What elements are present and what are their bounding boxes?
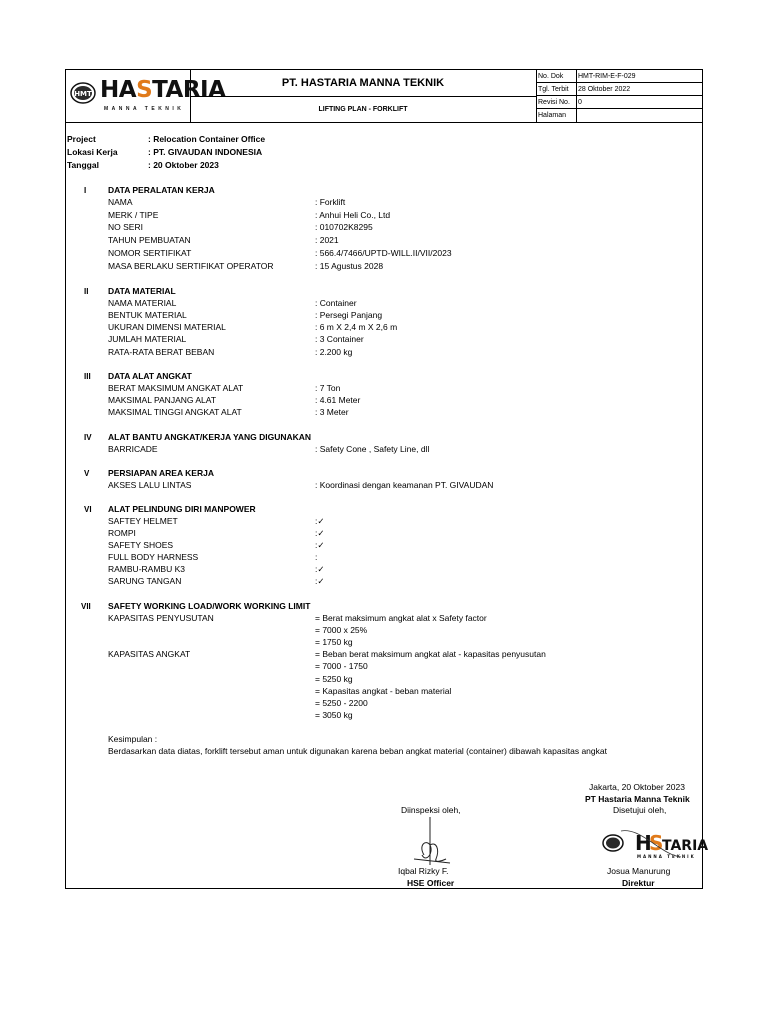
location-label: Lokasi Kerja [67, 147, 118, 157]
date-value: : 20 Oktober 2023 [148, 160, 219, 170]
field-label: UKURAN DIMENSI MATERIAL [108, 322, 226, 332]
logo-subtitle: MANNA TEKNIK [104, 106, 185, 112]
field-label: AKSES LALU LINTAS [108, 480, 192, 490]
company-title: PT. HASTARIA MANNA TEKNIK [190, 70, 536, 97]
section-title: DATA MATERIAL [108, 286, 176, 296]
document-title: LIFTING PLAN - FORKLIFT [318, 106, 408, 113]
section-number: V [84, 469, 90, 478]
ppe-item-label: SAFTEY HELMET [108, 516, 178, 526]
field-label: MAKSIMAL TINGGI ANGKAT ALAT [108, 407, 242, 417]
meta-row-issue-date [536, 83, 702, 96]
calc-line: = Beban berat maksimum angkat alat - kapasitas penyusutan [315, 649, 546, 659]
meta-key: Tgl. Terbit [538, 86, 569, 93]
ppe-item-label: ROMPI [108, 528, 136, 538]
field-value: : 2.200 kg [315, 347, 353, 357]
meta-value: 0 [578, 99, 582, 106]
title-cell [190, 70, 537, 122]
field-label: BENTUK MATERIAL [108, 310, 187, 320]
place-date: Jakarta, 20 Oktober 2023 [589, 782, 685, 792]
field-label: JUMLAH MATERIAL [108, 334, 187, 344]
ppe-item-value: : [315, 552, 318, 562]
field-value: : Safety Cone , Safety Line, dll [315, 444, 430, 454]
field-label: BERAT MAKSIMUM ANGKAT ALAT [108, 383, 244, 393]
svg-text:TARIA: TARIA [662, 838, 709, 854]
calc-line: = 5250 kg [315, 674, 353, 684]
section-number: III [84, 372, 91, 381]
section-title: DATA PERALATAN KERJA [108, 185, 215, 195]
meta-key: Halaman [538, 112, 567, 119]
check-mark-icon: :✓ [315, 576, 325, 586]
field-value: : 3 Container [315, 334, 364, 344]
project-label: Project [67, 134, 96, 144]
check-mark-icon: :✓ [315, 528, 325, 538]
field-value: : 6 m X 2,4 m X 2,6 m [315, 322, 398, 332]
svg-text:H: H [635, 831, 652, 855]
ppe-item-label: SARUNG TANGAN [108, 576, 182, 586]
location-value: : PT. GIVAUDAN INDONESIA [148, 147, 263, 157]
field-value: : Persegi Panjang [315, 310, 383, 320]
meta-key: No. Dok [538, 73, 564, 80]
conclusion-text: Berdasarkan data diatas, forklift tersebut aman untuk digunakan karena beban angkat material (container) dibawah kapasitas angkat [108, 746, 607, 756]
field-value: : 2021 [315, 235, 339, 245]
check-mark-icon: :✓ [315, 540, 325, 550]
field-label: NAMA MATERIAL [108, 298, 177, 308]
field-value: : 3 Meter [315, 407, 349, 417]
field-label: BARRICADE [108, 444, 158, 454]
calc-line: = 3050 kg [315, 710, 353, 720]
ppe-item-label: RAMBU-RAMBU K3 [108, 564, 185, 574]
calc-line: = 1750 kg [315, 637, 353, 647]
field-value: : 4.61 Meter [315, 395, 361, 405]
field-value: : 7 Ton [315, 383, 341, 393]
field-label: RATA-RATA BERAT BEBAN [108, 347, 215, 357]
section-title: ALAT BANTU ANGKAT/KERJA YANG DIGUNAKAN [108, 432, 312, 442]
approved-by-label: Disetujui oleh, [613, 805, 667, 815]
section-number: I [84, 186, 87, 195]
inspector-name: Iqbal Rizky F. [398, 866, 449, 876]
signing-company: PT Hastaria Manna Teknik [585, 794, 690, 804]
field-value: : 010702K8295 [315, 222, 373, 232]
director-role: Direktur [622, 878, 655, 888]
hmt-emblem-icon [70, 82, 98, 104]
meta-row-revision [536, 96, 702, 109]
shrinkage-capacity-label: KAPASITAS PENYUSUTAN [108, 613, 214, 623]
section-title: DATA ALAT ANGKAT [108, 371, 192, 381]
document-header [66, 70, 702, 123]
field-label: NAMA [108, 197, 133, 207]
inspected-by-label: Diinspeksi oleh, [401, 805, 461, 815]
section-number: VII [81, 602, 91, 611]
meta-value: HMT-RIM-E-F-029 [578, 73, 636, 80]
director-name: Josua Manurung [607, 866, 671, 876]
meta-row-page [536, 109, 702, 122]
inspector-signature-icon [396, 815, 456, 871]
section-number: VI [84, 505, 92, 514]
conclusion-label: Kesimpulan : [108, 734, 158, 744]
check-mark-icon: :✓ [315, 564, 325, 574]
field-label: NOMOR SERTIFIKAT [108, 248, 192, 258]
section-title: ALAT PELINDUNG DIRI MANPOWER [108, 504, 256, 514]
calc-line: = 7000 - 1750 [315, 661, 368, 671]
field-value: : Koordinasi dengan keamanan PT. GIVAUDAN [315, 480, 494, 490]
section-title: SAFETY WORKING LOAD/WORK WORKING LIMIT [108, 601, 311, 611]
logo-cell [66, 70, 226, 122]
lifting-capacity-label: KAPASITAS ANGKAT [108, 649, 191, 659]
logo-text-b: TARIA [152, 77, 226, 103]
calc-line: = 7000 x 25% [315, 625, 368, 635]
field-value: : 15 Agustus 2028 [315, 261, 384, 271]
field-label: NO SERI [108, 222, 143, 232]
field-label: MERK / TIPE [108, 210, 159, 220]
meta-key: Revisi No. [538, 99, 570, 106]
company-stamp-logo-icon [601, 827, 709, 861]
calc-line: = Berat maksimum angkat alat x Safety factor [315, 613, 487, 623]
section-number: II [84, 287, 89, 296]
field-value: : Container [315, 298, 357, 308]
calc-line: = Kapasitas angkat - beban material [315, 686, 452, 696]
field-value: : Forklift [315, 197, 346, 207]
company-stamp [601, 827, 709, 861]
inspector-role: HSE Officer [407, 878, 455, 888]
calc-line: = 5250 - 2200 [315, 698, 368, 708]
field-label: MAKSIMAL PANJANG ALAT [108, 395, 217, 405]
section-title: PERSIAPAN AREA KERJA [108, 468, 214, 478]
document-page [65, 69, 709, 889]
date-label: Tanggal [67, 160, 99, 170]
document-meta-table [536, 70, 702, 122]
logo-text-accent: S [136, 77, 153, 103]
check-mark-icon: :✓ [315, 516, 325, 526]
field-label: MASA BERLAKU SERTIFIKAT OPERATOR [108, 261, 274, 271]
ppe-item-label: SAFETY SHOES [108, 540, 174, 550]
meta-value: 28 Oktober 2022 [578, 86, 631, 93]
field-value: : Anhui Heli Co., Ltd [315, 210, 391, 220]
project-value: : Relocation Container Office [148, 134, 266, 144]
ppe-item-label: FULL BODY HARNESS [108, 552, 199, 562]
field-value: : 566.4/7466/UPTD-WILL.II/VII/2023 [315, 248, 452, 258]
svg-text:MANNA TEKNIK: MANNA TEKNIK [637, 854, 696, 859]
svg-text:S: S [649, 831, 664, 855]
field-label: TAHUN PEMBUATAN [108, 235, 191, 245]
logo-mark-text: HMT [74, 90, 92, 98]
meta-row-doc-no [536, 70, 702, 83]
logo-text-a: HA [100, 77, 137, 103]
section-number: IV [84, 433, 92, 442]
